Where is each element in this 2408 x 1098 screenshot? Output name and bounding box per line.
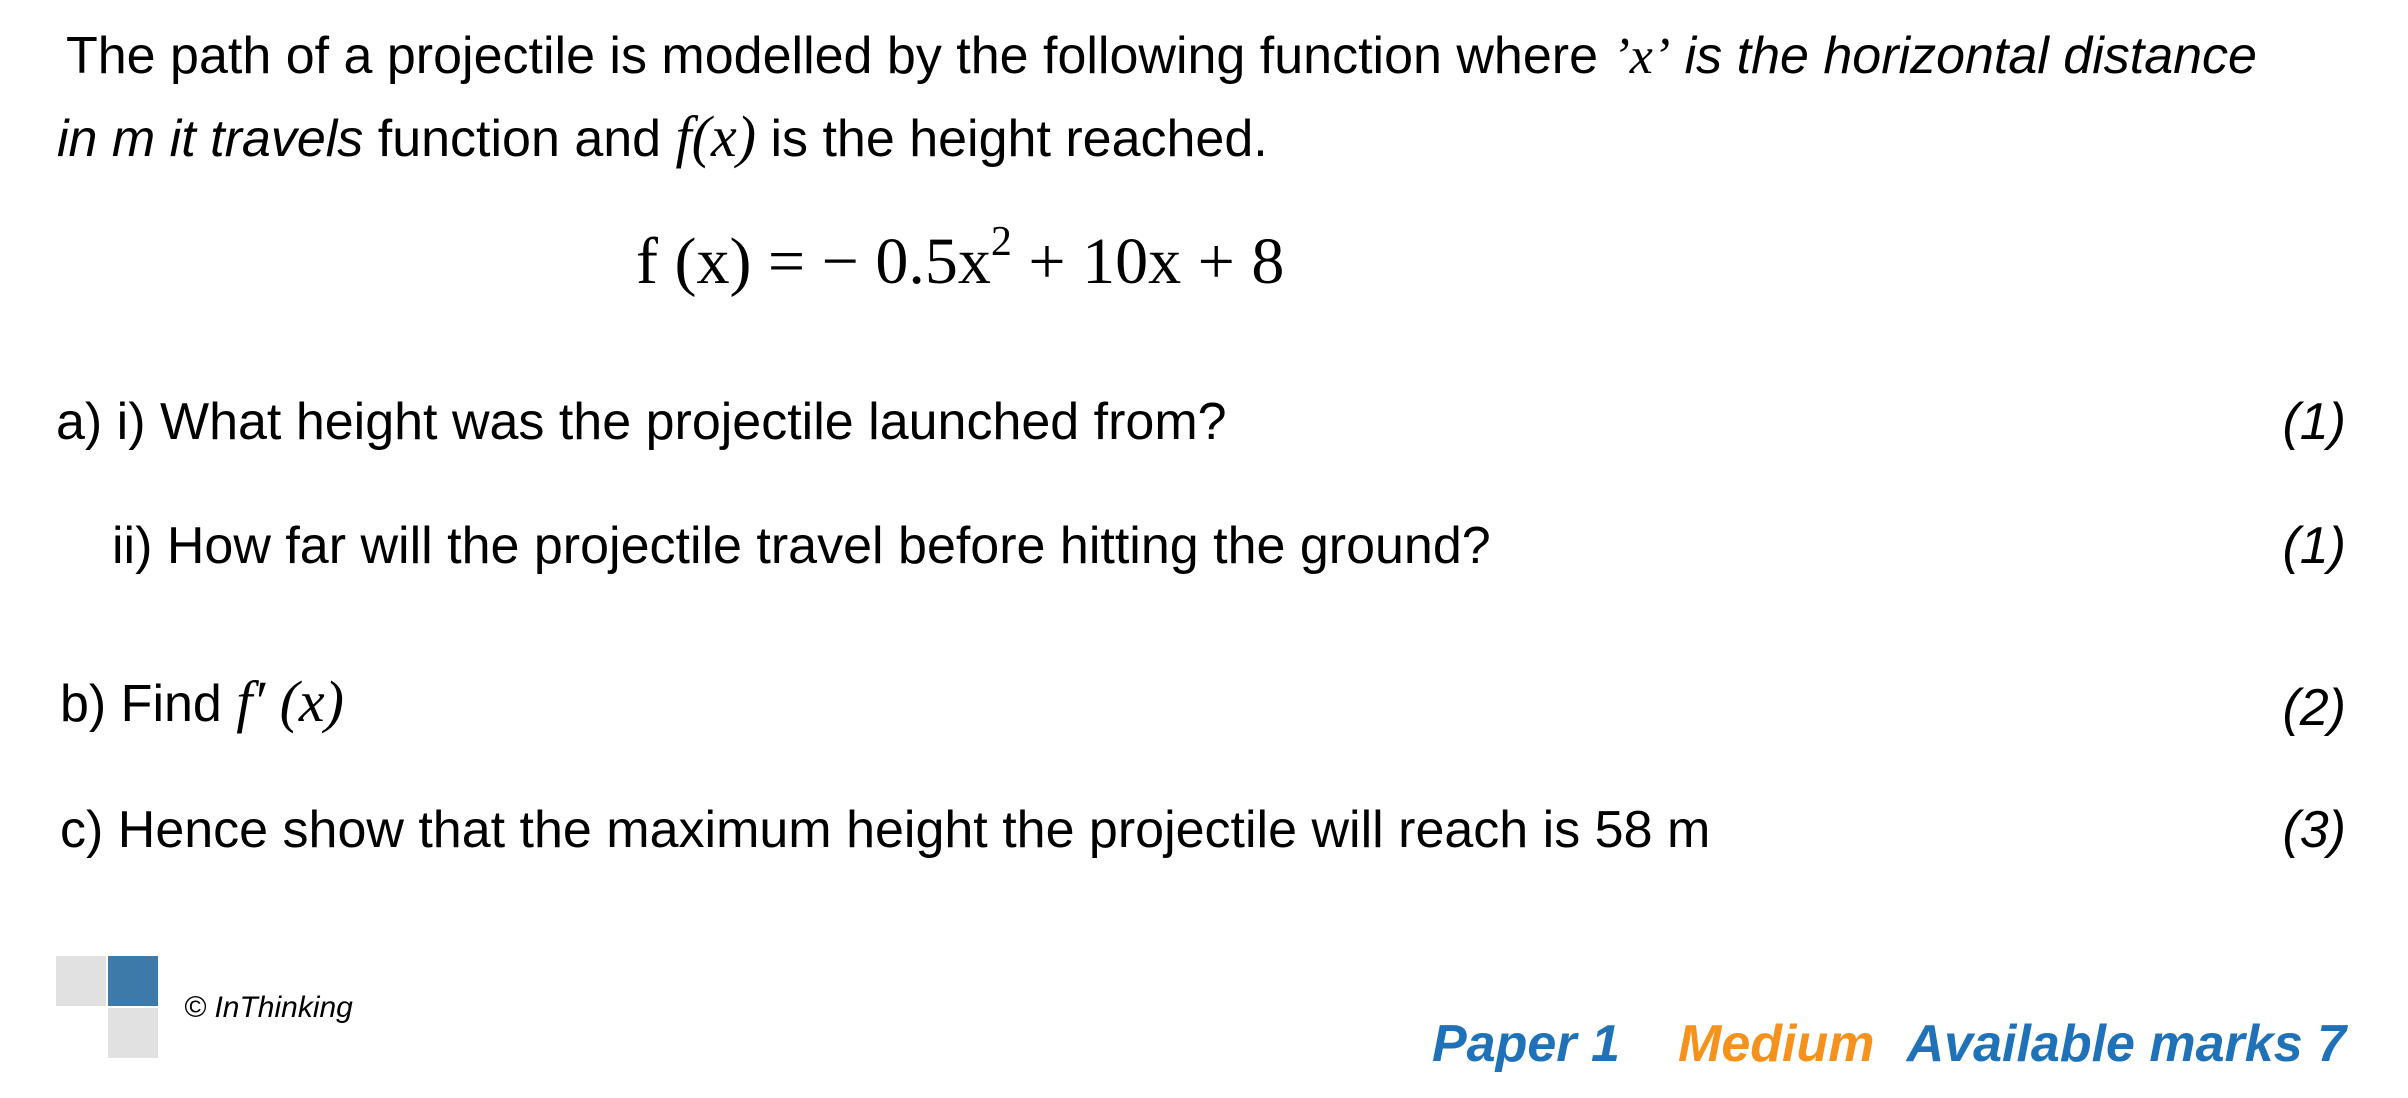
marks-a-i: (1): [2282, 393, 2346, 451]
logo-square-grey: [108, 1008, 158, 1058]
inthinking-logo: [56, 956, 160, 1058]
logo-square-grey: [56, 956, 106, 1006]
question-b-text: b) Find: [60, 675, 237, 733]
equation-rhs: + 10x + 8: [1011, 225, 1285, 298]
intro-text-italic: in m it travels: [57, 110, 364, 168]
equation-exponent: 2: [990, 219, 1012, 265]
intro-fx: f(x): [675, 104, 757, 169]
logo-square-blue: [108, 956, 158, 1006]
copyright-text: © InThinking: [184, 991, 353, 1024]
available-marks-label: Available marks 7: [1906, 1015, 2346, 1073]
question-b-derivative: f′ (x): [236, 669, 344, 734]
intro-text: The path of a projectile is modelled by the following function where: [66, 27, 1613, 85]
marks-b: (2): [2282, 679, 2346, 737]
function-equation: [636, 219, 1285, 302]
difficulty-label: Medium: [1678, 1015, 1875, 1073]
marks-a-ii: (1): [2282, 517, 2346, 575]
question-b: [60, 669, 344, 734]
intro-text: is the height reached.: [756, 110, 1268, 168]
paper-label: Paper 1: [1432, 1015, 1620, 1073]
marks-c: (3): [2282, 801, 2346, 859]
intro-text: function and: [363, 110, 676, 168]
intro-line-1: [66, 26, 2257, 87]
equation-lhs: f (x) = − 0.5x: [636, 225, 991, 298]
question-a-i: a) i) What height was the projectile launched from?: [56, 393, 1227, 451]
intro-x-variable: ’x’: [1612, 28, 1671, 85]
question-a-ii: ii) How far will the projectile travel before hitting the ground?: [112, 517, 1491, 575]
intro-text-italic: is the horizontal distance: [1670, 27, 2257, 85]
intro-line-2: [57, 104, 1268, 169]
question-c: c) Hence show that the maximum height the projectile will reach is 58 m: [60, 801, 1711, 859]
